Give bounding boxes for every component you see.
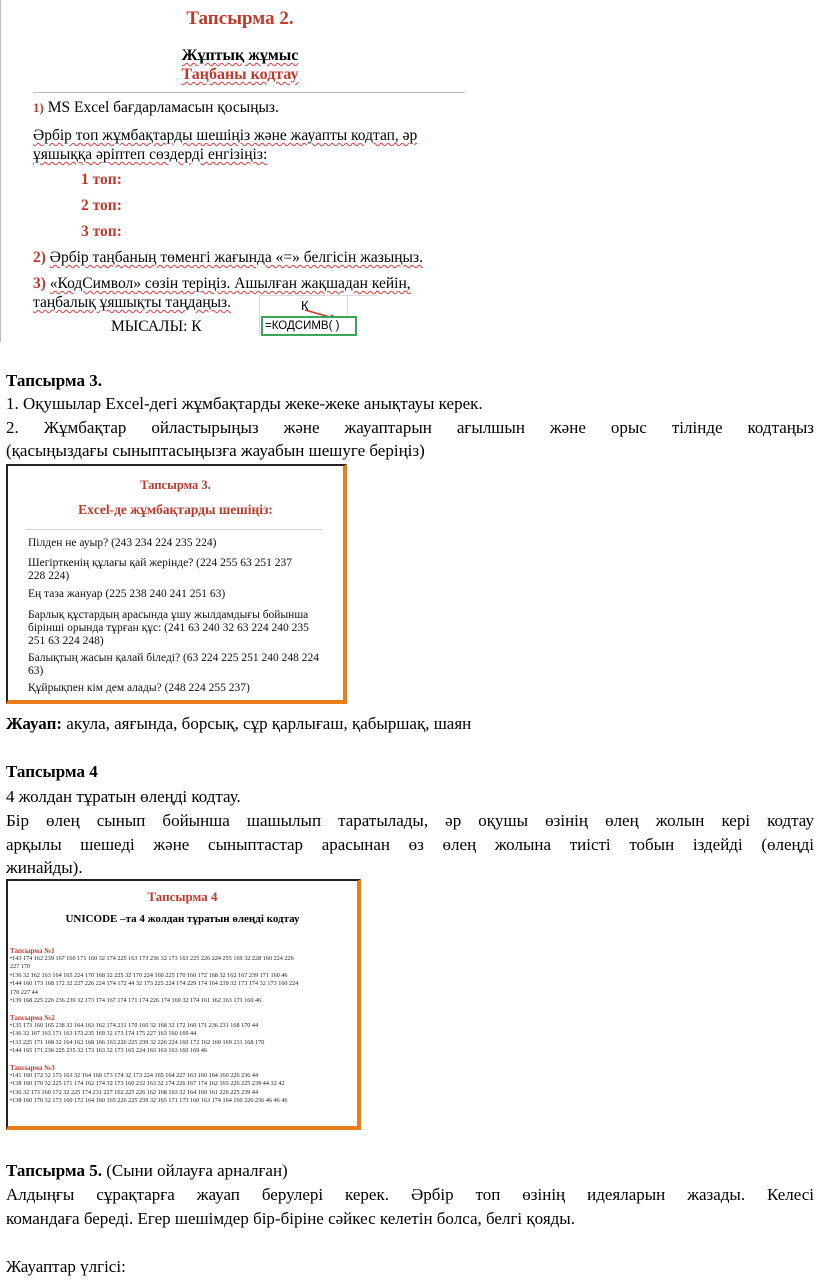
riddle-6 — [28, 682, 250, 695]
task5-line1: Алдыңғы сұрақтарға жауап берулері керек. Әрбір топ өзінің идеяларын жазады. Келесі — [6, 1185, 814, 1204]
task4-line4: жинайды). — [6, 858, 83, 877]
block-3-label: Тапсырма №3 — [10, 1064, 55, 1072]
block-1-line: •143 174 162 239 167 160 171 160 32 174 225 163 173 236 32 173 163 225 226 224 255 169 32 228 160 224 226 — [10, 955, 294, 962]
task3-line2: 2. Жұмбақтар ойластырыңыз және жауаптарын ағылшын және орыс тілінде кодтаңыз — [6, 418, 814, 437]
riddle-3-line1: Ең таза жануар (225 238 240 241 251 63) — [28, 588, 226, 600]
block-1-line: 227 170 — [10, 963, 31, 971]
slide4-block-3 — [10, 1064, 356, 1106]
step1-number: 1) — [33, 100, 44, 115]
riddle-1 — [28, 537, 217, 550]
task3-slide-image — [6, 464, 347, 704]
slide3-subtitle: Excel-де жұмбақтарды шешіңіз: — [78, 502, 273, 517]
slide2-step1 — [33, 98, 279, 117]
step3-number: 3) — [33, 275, 46, 292]
slide2-subtitle — [1, 46, 479, 84]
block-2-line: •144 165 171 236 225 235 32 173 163 32 173 165 224 163 163 163 160 169 46 — [10, 1047, 208, 1055]
group-2-label: 2 топ: — [81, 197, 122, 214]
slide3-title: Тапсырма 3. — [140, 478, 211, 492]
slide2-subtitle-line2: Таңбаны кодтау — [181, 66, 299, 83]
task5-heading-line — [6, 1160, 288, 1182]
riddle-2-line1: Шегірткенің құлағы қай жерінде? (224 255 63 251 237 — [28, 557, 293, 569]
step2-text: Әрбір таңбаның төменгі жағында «=» белгісін жазыңыз. — [49, 249, 423, 266]
excel-snippet — [259, 295, 377, 336]
riddle-5-line2: 63) — [28, 665, 44, 677]
riddle-2 — [28, 557, 292, 583]
slide2-subtitle-line1: Жұптық жұмыс — [181, 47, 299, 64]
riddle-2-line2: 228 224) — [28, 570, 70, 582]
answer-text: акула, аяғында, борсық, сұр қарлығаш, қабыршақ, шаян — [62, 714, 472, 733]
slide2-para-line2: ұяшыққа әріптеп сөздерді енгізіңіз: — [33, 146, 268, 163]
block-1-line: •139 168 225 226 236 239 32 173 174 167 174 171 174 226 174 169 32 174 161 162 163 171 160 46 — [10, 997, 262, 1005]
task4-line3: арқылы шешеді және сыныптастар арасынан өз өлең жолына тиісті тобын іздейді (өлеңді — [6, 835, 814, 854]
task3-line3: (қасыңыздағы сыныптасыңызға жауабын шешуге беріңіз) — [6, 441, 425, 460]
riddle-1-line1: Пілден не ауыр? (243 234 224 235 224) — [28, 537, 217, 549]
riddle-4-line3: 251 63 224 248) — [28, 635, 104, 647]
block-1-line: 170 227 44 — [10, 988, 38, 996]
excel-cell-letter: К — [301, 298, 309, 313]
task4-line2: Бір өлең сынып бойынша шашылып таратылады, әр оқушы өзінің өлең жолын кері кодтау — [6, 811, 814, 830]
task5-heading-note: (Сыни ойлауға арналған) — [101, 1161, 288, 1180]
block-2-line: •133 225 171 168 32 164 162 168 166 163 226 225 239 32 226 224 160 172 162 160 169 231 168 170 — [10, 1038, 265, 1046]
example-label: МЫСАЛЫ: К — [111, 318, 202, 335]
slide2-step2 — [33, 248, 423, 267]
group-3-label: 3 топ: — [81, 223, 122, 240]
task2-slide-image — [0, 0, 479, 342]
block-1-line: •144 160 173 168 172 32 227 226 224 174 172 44 32 173 225 224 174 229 174 164 239 32 173 174 32 173 160 224 — [10, 980, 299, 988]
task4-line1: 4 жолдан тұратын өлеңді кодтау. — [6, 787, 241, 806]
task3-heading: Тапсырма 3. — [6, 371, 102, 390]
slide3-divider — [26, 529, 322, 530]
block-3-line: •141 160 172 32 173 163 32 164 160 173 174 32 173 224 165 164 227 163 160 164 160 226 236 44 — [10, 1072, 259, 1079]
block-2-line: •136 32 167 163 171 163 173 235 169 32 173 174 175 227 163 160 169 44 — [10, 1030, 197, 1038]
step1-text: MS Excel бағдарламасын қосыңыз. — [47, 99, 279, 116]
block-2-line: •135 173 160 165 238 32 164 163 162 174 231 170 160 32 168 32 172 160 171 236 231 168 170 44 — [10, 1022, 259, 1029]
slide4-block-2 — [10, 1014, 356, 1056]
block-1-line: •136 32 162 163 164 165 224 170 168 32 225 32 170 224 160 225 170 160 172 168 32 162 167 239 171 160 46 — [10, 971, 288, 979]
excel-formula-cell: =КОДСИМВ( ) — [261, 316, 357, 336]
block-3-line: •138 160 170 32 173 160 172 164 160 165 226 225 239 32 165 171 173 160 163 174 164 160 226 236 46 46 46 — [10, 1097, 288, 1105]
answer-label: Жауап: — [6, 714, 63, 733]
block-1-label: Тапсырма №1 — [10, 947, 55, 955]
task5-heading: Тапсырма 5. — [6, 1161, 102, 1180]
task5-line2: командаға береді. Егер шешімдер бір-біріне сәйкес келетін болса, белгі қояды. — [6, 1209, 575, 1228]
slide2-divider — [33, 92, 465, 93]
block-2-label: Тапсырма №2 — [10, 1014, 55, 1022]
block-3-line: •138 160 170 32 225 171 174 162 174 32 173 160 232 163 32 174 226 167 174 162 165 226 225 239 44 32 42 — [10, 1080, 285, 1088]
riddle-3 — [28, 588, 225, 601]
slide4-title: Тапсырма 4 — [147, 889, 218, 904]
riddle-4-line1: Барлық құстардың арасында ұшу жылдамдығы бойынша — [28, 609, 309, 621]
slide4-block-1 — [10, 947, 356, 1005]
step2-number: 2) — [33, 249, 46, 266]
slide2-paragraph — [33, 126, 485, 164]
riddle-6-line1: Құйрықпен кім дем алады? (248 224 255 237) — [28, 682, 250, 694]
step3-line1: «КодСимвол» сөзін теріңіз. Ашылған жақшадан кейін, — [49, 275, 411, 292]
riddle-5-line1: Балықтың жасын қалай біледі? (63 224 225 251 240 248 224 — [28, 652, 320, 664]
step3-line2: таңбалық ұяшықты таңдаңыз. — [33, 294, 232, 311]
riddle-4-line2: бірінші орында тұрған құс: (241 63 240 32 63 224 240 235 — [28, 622, 309, 634]
task4-heading: Тапсырма 4 — [6, 762, 98, 781]
group-1-label: 1 топ: — [81, 171, 122, 188]
answer-line — [6, 713, 471, 735]
task4-slide-image — [6, 879, 361, 1130]
slide2-title: Тапсырма 2. — [186, 8, 294, 29]
slide2-para-line1: Әрбір топ жұмбақтарды шешіңіз және жауапты кодтап, әр — [33, 127, 418, 144]
task3-line1: 1. Оқушылар Excel-дегі жұмбақтарды жеке-жеке анықтауы керек. — [6, 394, 483, 413]
riddle-5 — [28, 652, 319, 678]
slide4-subtitle: UNICODE –та 4 жолдан тұратын өлеңді кодтау — [65, 913, 300, 925]
block-3-line: •136 32 173 160 172 32 225 174 231 227 162 225 226 162 168 163 32 164 160 161 226 225 239 44 — [10, 1088, 259, 1096]
task5-sample: Жауаптар үлгісі: — [6, 1257, 126, 1276]
riddle-4 — [28, 609, 309, 648]
